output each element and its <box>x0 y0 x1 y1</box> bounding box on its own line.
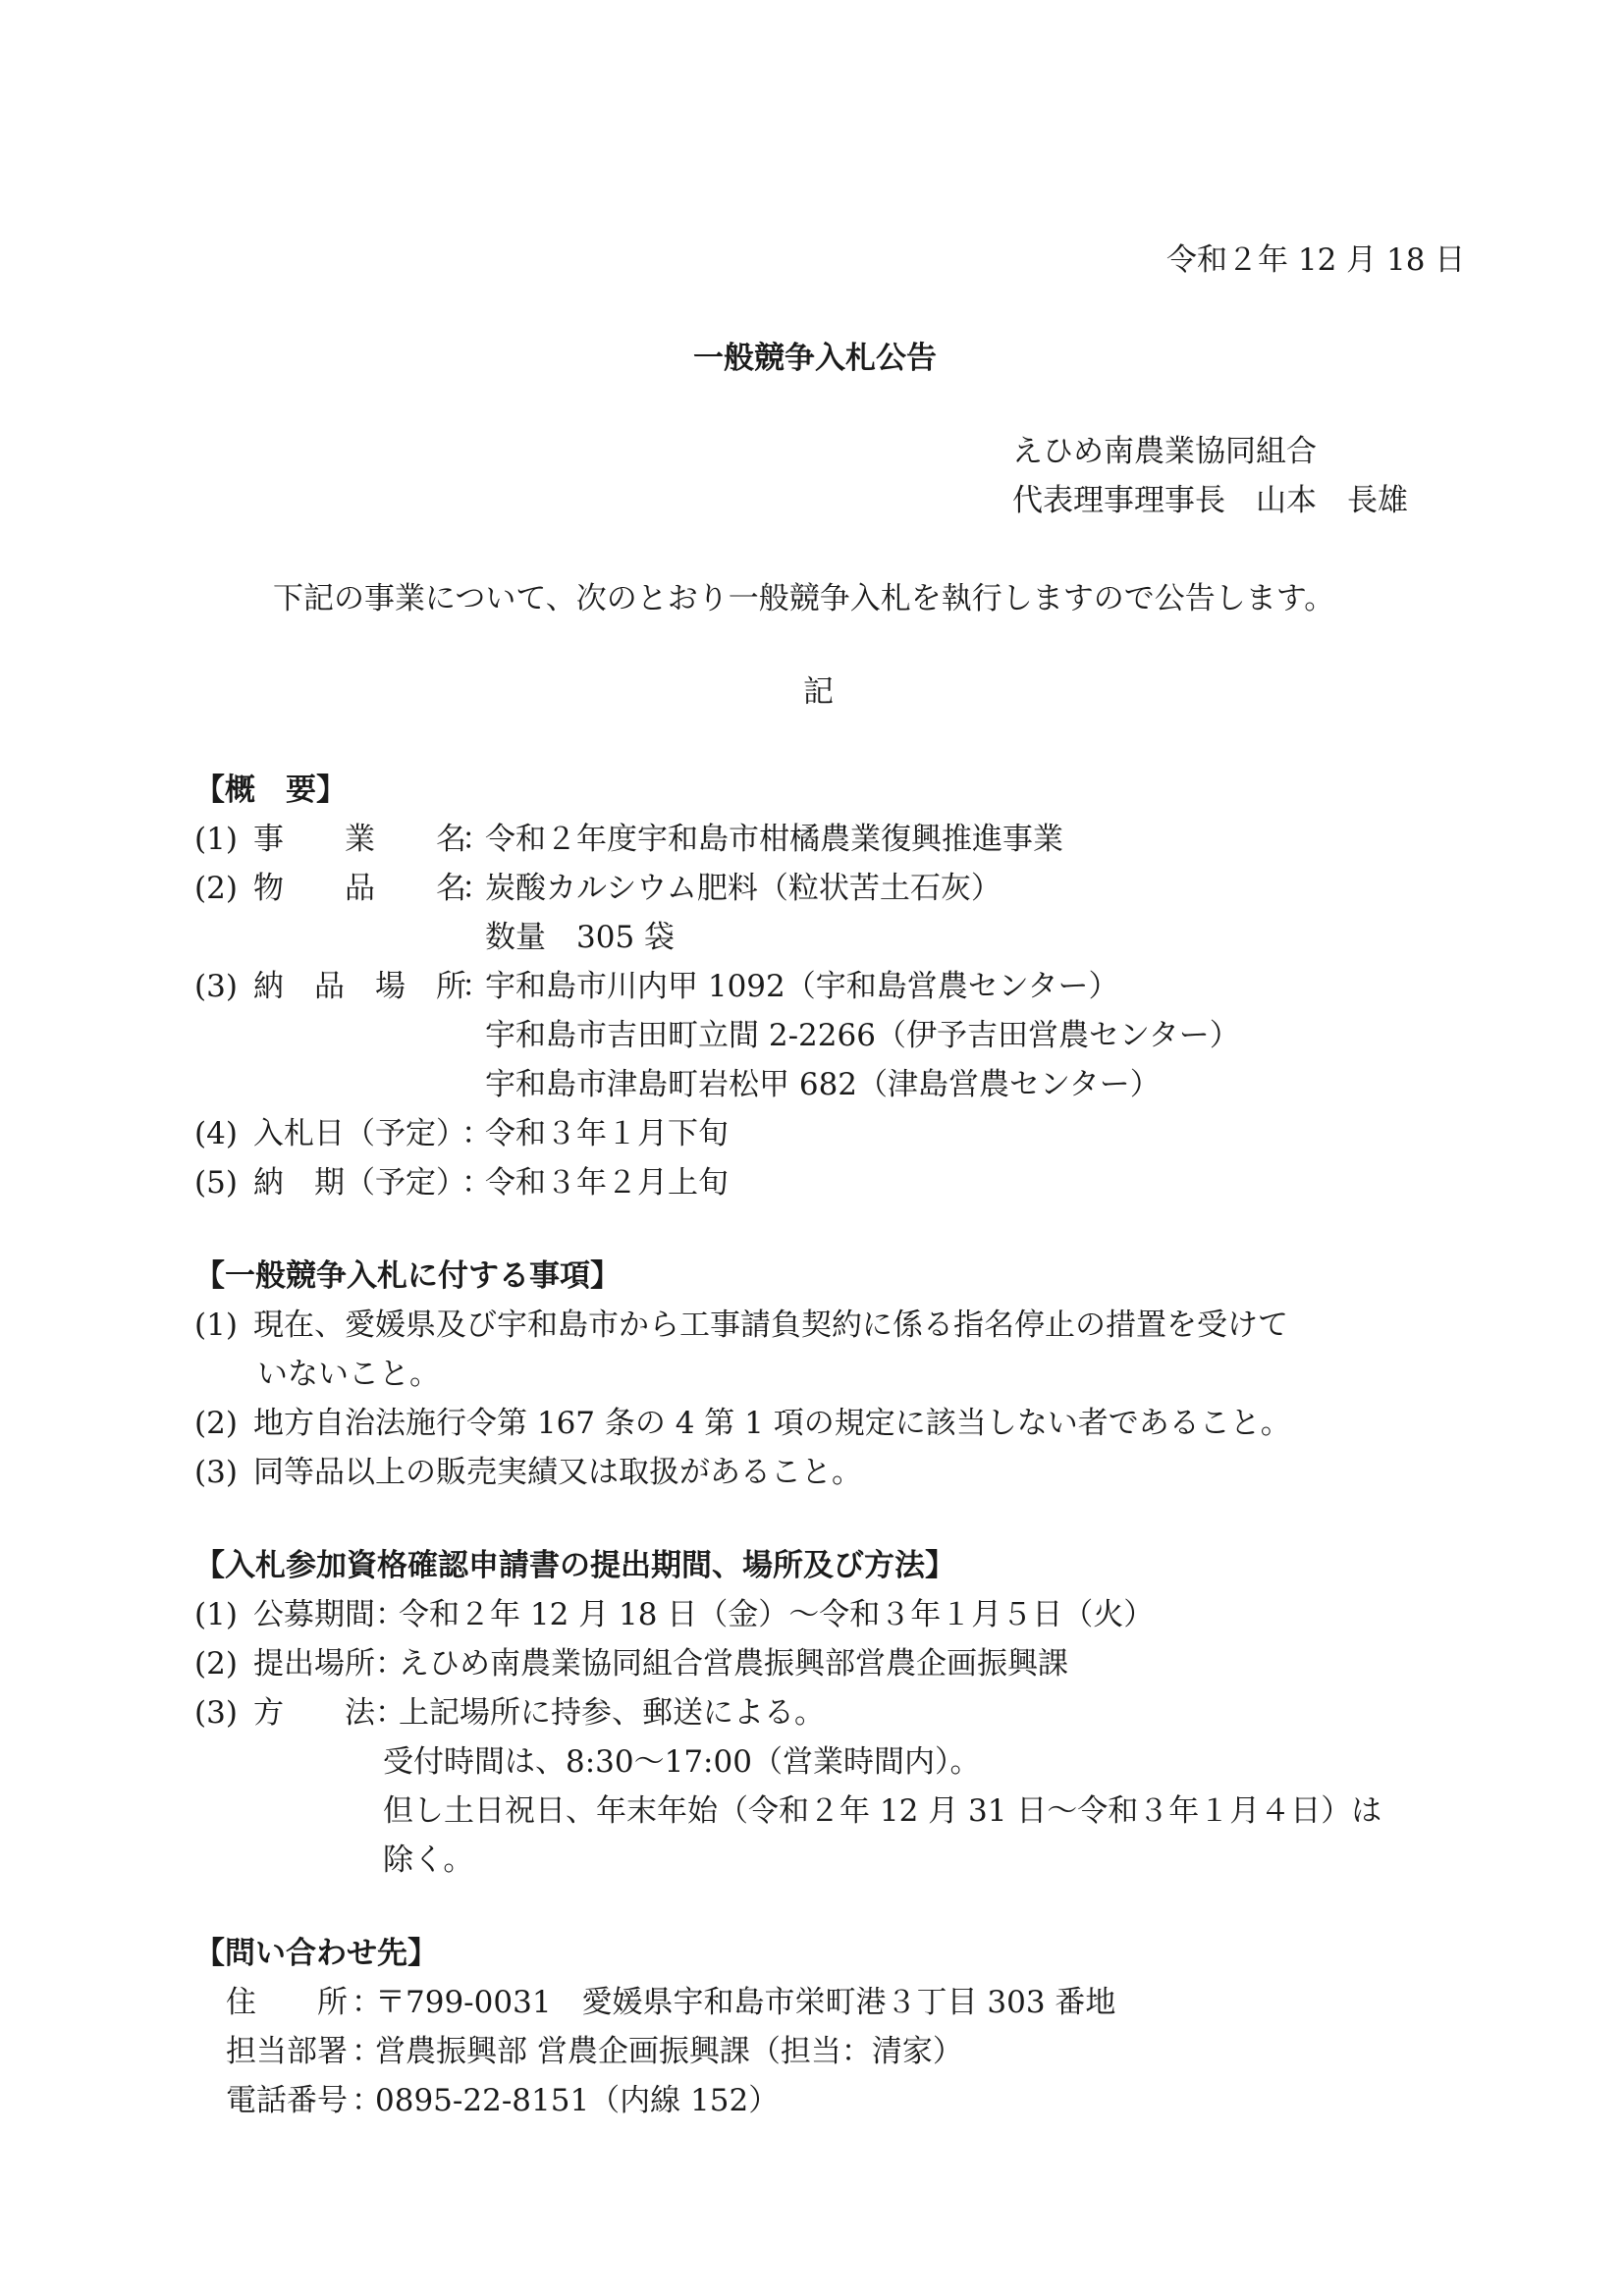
overview-item-2-quantity: 数量 305 袋 <box>485 920 676 955</box>
item-value: 令和３年２月上旬 <box>485 1165 729 1201</box>
item-number: (3) <box>194 1455 238 1490</box>
overview-item-2 <box>194 871 1001 906</box>
item-value: 令和２年度宇和島市柑橘農業復興推進事業 <box>485 822 1063 857</box>
application-item-2 <box>194 1646 1068 1682</box>
item-value: えひめ南農業協同組合営農振興部営農企画振興課 <box>399 1646 1068 1682</box>
contact-label: 担当部署 <box>226 2034 348 2069</box>
document-title: 一般競争入札公告 <box>693 341 937 376</box>
item-label: 納 品 場 所 <box>253 969 466 1004</box>
item-separator: ： <box>375 1597 406 1632</box>
item-number: (3) <box>194 1695 238 1731</box>
item-number: (1) <box>194 1597 238 1632</box>
contact-separator: ： <box>352 2034 382 2069</box>
item-number: (2) <box>194 871 238 906</box>
overview-item-1 <box>194 822 1063 857</box>
contact-separator: ： <box>352 1985 382 2020</box>
item-label: 納 期（予定） <box>253 1165 466 1201</box>
item-value: 上記場所に持参、郵送による。 <box>399 1695 825 1731</box>
application-heading: 【入札参加資格確認申請書の提出期間、場所及び方法】 <box>194 1548 955 1583</box>
contact-heading: 【問い合わせ先】 <box>194 1936 438 1971</box>
item-number: (1) <box>194 1308 238 1343</box>
item-label: 公募期間 <box>253 1597 375 1632</box>
item-separator: ： <box>375 1646 406 1682</box>
application-item-3-line-4: 除く。 <box>383 1842 474 1878</box>
item-separator: ： <box>375 1695 406 1731</box>
overview-heading: 【概 要】 <box>194 773 347 808</box>
item-number: (2) <box>194 1646 238 1682</box>
item-value: 令和３年１月下旬 <box>485 1116 729 1151</box>
conditions-heading: 【一般競争入札に付する事項】 <box>194 1258 621 1294</box>
item-text: 地方自治法施行令第 167 条の 4 第 1 項の規定に該当しない者であること。 <box>253 1406 1291 1441</box>
conditions-item-1-line-2: いないこと。 <box>257 1357 440 1392</box>
item-label: 物 品 名 <box>253 871 466 906</box>
item-text: 現在、愛媛県及び宇和島市から工事請負契約に係る指名停止の措置を受けて <box>253 1308 1288 1343</box>
ki-marker: 記 <box>803 674 834 710</box>
item-separator: ： <box>461 1116 492 1151</box>
document-date: 令和２年 12 月 18 日 <box>1166 242 1466 278</box>
overview-item-5 <box>194 1165 729 1201</box>
item-separator: ： <box>461 871 492 906</box>
application-item-3-line-2: 受付時間は、8:30～17:00（営業時間内）。 <box>383 1744 981 1780</box>
conditions-item-1 <box>194 1310 1288 1341</box>
item-number: (5) <box>194 1165 238 1201</box>
item-label: 事 業 名 <box>253 822 466 857</box>
item-label: 方 法 <box>253 1695 375 1731</box>
overview-item-3 <box>194 969 1119 1004</box>
contact-label: 電話番号 <box>226 2083 348 2118</box>
application-item-1 <box>194 1597 1155 1632</box>
application-item-3-line-3: 但し土日祝日、年末年始（令和２年 12 月 31 日～令和３年１月４日）は <box>383 1793 1382 1829</box>
contact-address <box>226 1985 1116 2020</box>
issuer-organization: えひめ南農業協同組合 <box>1012 434 1317 469</box>
contact-value: 〒799-0031 愛媛県宇和島市栄町港３丁目 303 番地 <box>375 1985 1116 2020</box>
item-text: 同等品以上の販売実績又は取扱があること。 <box>253 1455 862 1490</box>
overview-item-3-line-3: 宇和島市津島町岩松甲 682（津島営農センター） <box>485 1067 1161 1102</box>
application-item-3 <box>194 1695 825 1731</box>
item-number: (2) <box>194 1406 238 1441</box>
item-value: 炭酸カルシウム肥料（粒状苦土石灰） <box>485 871 1001 906</box>
item-value: 令和２年 12 月 18 日（金）～令和３年１月５日（火） <box>399 1597 1155 1632</box>
item-separator: ： <box>461 1165 492 1201</box>
intro-text: 下記の事業について、次のとおり一般競争入札を執行しますので公告します。 <box>273 581 1335 616</box>
item-number: (1) <box>194 822 238 857</box>
contact-value: 営農振興部 営農企画振興課（担当：清家） <box>375 2034 963 2069</box>
item-number: (4) <box>194 1116 238 1151</box>
item-label: 入札日（予定） <box>253 1116 466 1151</box>
contact-phone <box>226 2083 780 2118</box>
item-label: 提出場所 <box>253 1646 375 1682</box>
contact-department <box>226 2034 963 2069</box>
overview-item-3-line-2: 宇和島市吉田町立間 2-2266（伊予吉田営農センター） <box>485 1018 1240 1053</box>
overview-item-4 <box>194 1116 729 1151</box>
item-separator: ： <box>461 822 492 857</box>
issuer-representative: 代表理事理事長 山本 長雄 <box>1012 483 1408 518</box>
conditions-item-3 <box>194 1455 862 1490</box>
item-number: (3) <box>194 969 238 1004</box>
item-value: 宇和島市川内甲 1092（宇和島営農センター） <box>485 969 1119 1004</box>
contact-value: 0895-22-8151（内線 152） <box>375 2083 780 2118</box>
conditions-item-2 <box>194 1406 1291 1441</box>
contact-label: 住 所 <box>226 1985 348 2020</box>
contact-separator: ： <box>352 2083 382 2118</box>
item-separator: ： <box>461 969 492 1004</box>
